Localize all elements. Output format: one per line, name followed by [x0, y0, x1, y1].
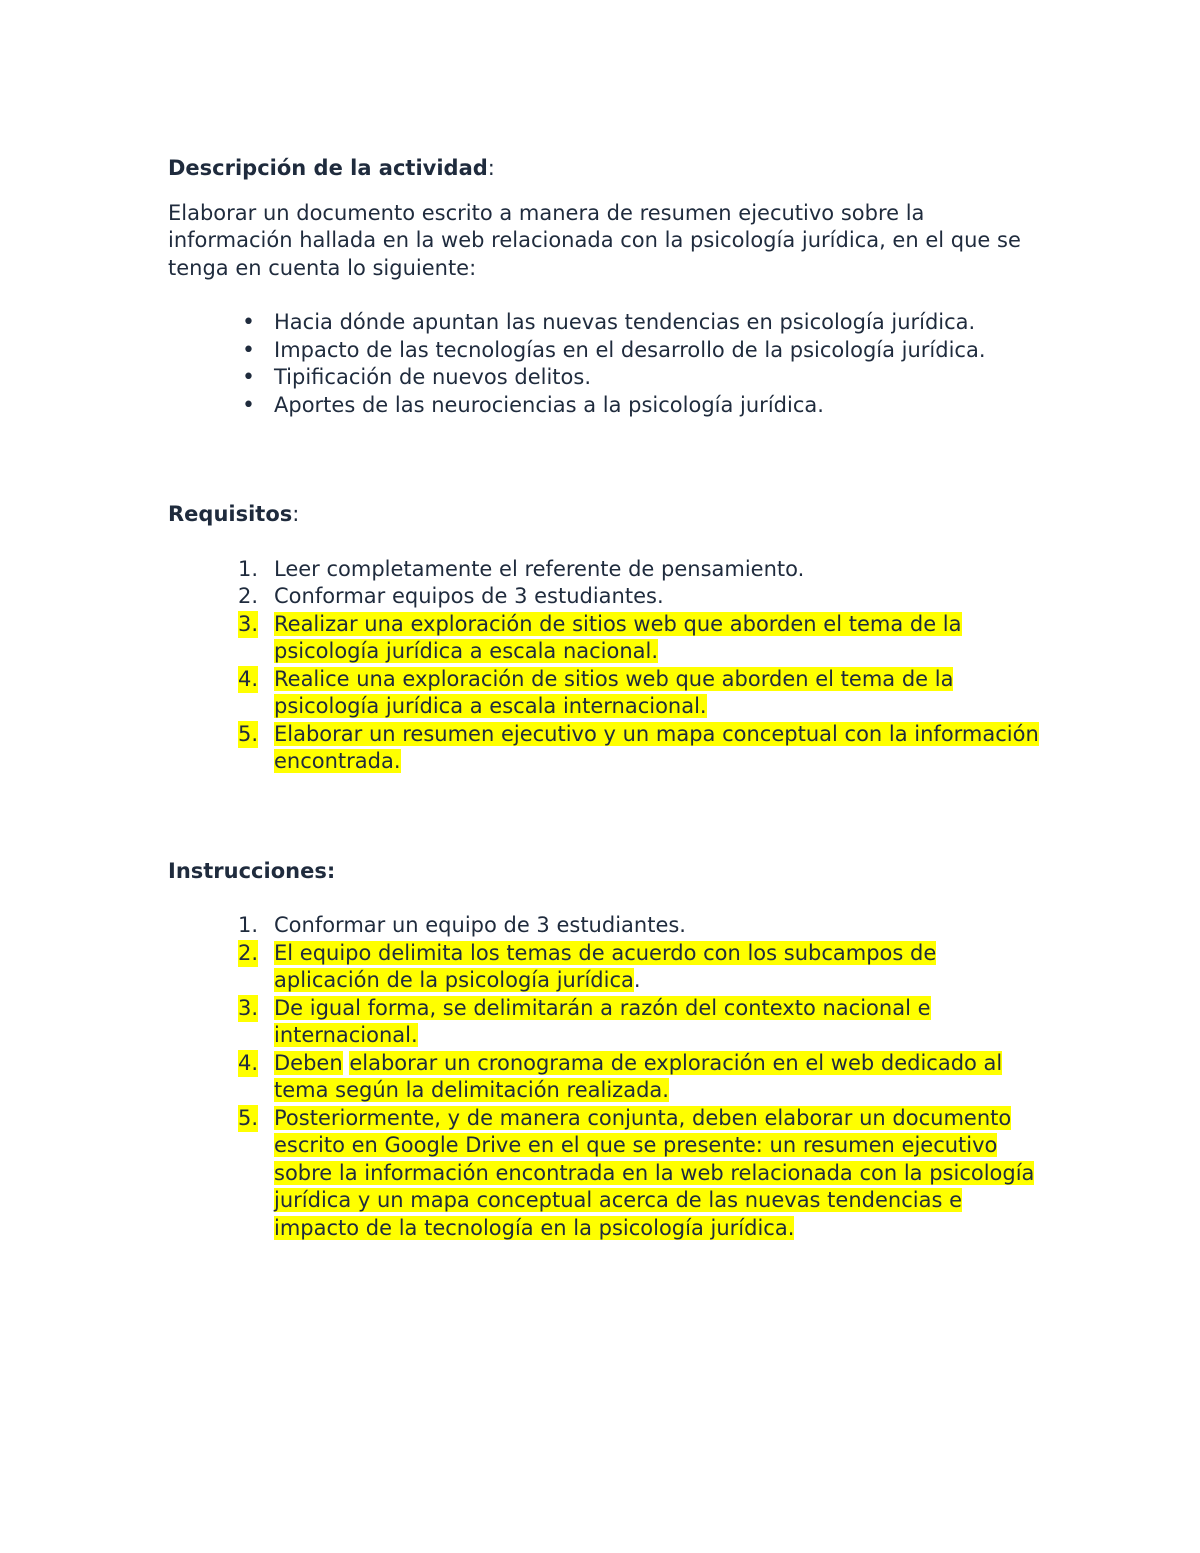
requisitos-heading-colon: :: [292, 502, 300, 526]
instruccion-text-highlighted: El equipo delimita los temas de acuerdo con los subcampos de aplicación de la psicología jurídica: [274, 940, 937, 992]
bullet-item: [168, 364, 1048, 392]
instruccion-item: [168, 912, 1048, 940]
bullet-text: Tipificación de nuevos delitos.: [274, 365, 592, 389]
instrucciones-heading: Instrucciones:: [168, 858, 336, 883]
instruccion-item: [168, 940, 1048, 995]
descripcion-bullet-list: [168, 309, 1048, 419]
instruccion-number: 3.: [238, 995, 258, 1023]
requisito-number: 1.: [238, 556, 259, 581]
bullet-symbol: •: [242, 337, 255, 363]
instruccion-text-highlighted: elaborar un documento escrito en Google Drive en el que se presente: un resumen ejecutivo sobre la información encontrada en la web relacionada con la psicología jurídica y un mapa conceptual acerca de las nuevas tendencias e impacto de la tecnología en la psicología jurídica.: [274, 1105, 1035, 1240]
requisito-number: 3.: [238, 611, 258, 639]
instruccion-text-highlighted: elaborar un cronograma de exploración en el web dedicado al tema según la delimitación realizada.: [274, 1050, 1003, 1102]
document-page: [168, 155, 1048, 1242]
descripcion-heading-colon: :: [487, 156, 495, 180]
instruccion-text-highlighted: De igual forma, se delimitarán a: [274, 995, 620, 1020]
bullet-symbol: •: [242, 365, 255, 390]
requisito-item: [168, 611, 1048, 666]
instruccion-number: 4.: [238, 1050, 258, 1078]
instruccion-number: 5.: [238, 1105, 258, 1133]
requisito-item: [168, 666, 1048, 721]
requisito-number: 4.: [238, 666, 258, 694]
requisitos-heading-text: Requisitos: [168, 502, 293, 526]
bullet-item: [168, 309, 1048, 337]
instruccion-text: .: [633, 968, 641, 992]
requisito-text-highlighted: Elaborar un resumen ejecutivo y un mapa conceptual con la información encontrada.: [274, 721, 1039, 773]
bullet-symbol: •: [242, 392, 255, 418]
requisito-number: 5.: [238, 721, 258, 749]
requisitos-heading: [168, 501, 1048, 529]
requisito-text: Conformar equipos de 3 estudiantes.: [274, 584, 664, 608]
descripcion-heading-text: Descripción de la actividad: [168, 156, 488, 180]
instruccion-text-highlighted: Deben: [274, 1050, 343, 1075]
bullet-symbol: •: [242, 310, 255, 335]
instruccion-text-highlighted: razón del contexto nacional e internacional.: [274, 995, 931, 1047]
instruccion-item: [168, 1105, 1048, 1243]
bullet-text: Aportes de las neurociencias a la psicología jurídica.: [274, 392, 824, 417]
requisito-text: Leer completamente el referente de pensamiento.: [274, 556, 805, 581]
bullet-item: [168, 337, 1048, 365]
instruccion-text-highlighted: Posteriormente, y de manera conjunta, deben: [274, 1105, 765, 1130]
instruccion-text: Conformar un equipo de 3 estudiantes.: [274, 913, 686, 937]
bullet-item: [168, 392, 1048, 420]
descripcion-heading: [168, 155, 1048, 183]
requisito-item: [168, 583, 1048, 611]
instruccion-item: [168, 1050, 1048, 1105]
requisito-item: [168, 556, 1048, 584]
instrucciones-list: [168, 912, 1048, 1242]
bullet-text: Impacto de las tecnologías en el desarrollo de la psicología jurídica.: [274, 337, 986, 362]
requisito-number: 2.: [238, 584, 259, 608]
requisito-text-highlighted: Realice una exploración de sitios web que aborden el tema de la psicología jurídica a escala internacional.: [274, 666, 954, 718]
requisito-text-highlighted: Realizar una exploración de sitios web que aborden el tema de la psicología jurídica a escala nacional.: [274, 611, 962, 663]
bullet-text: Hacia dónde apuntan las nuevas tendencias en psicología jurídica.: [274, 310, 976, 334]
instruccion-number: 2.: [238, 940, 258, 968]
descripcion-intro: Elaborar un documento escrito a manera de resumen ejecutivo sobre la información hallada en la web relacionada con la psicología jurídica, en el que se tenga en cuenta lo siguiente:: [168, 200, 1021, 280]
requisito-item: [168, 721, 1048, 776]
instruccion-item: [168, 995, 1048, 1050]
instruccion-number: 1.: [238, 913, 259, 937]
requisitos-list: [168, 556, 1048, 776]
